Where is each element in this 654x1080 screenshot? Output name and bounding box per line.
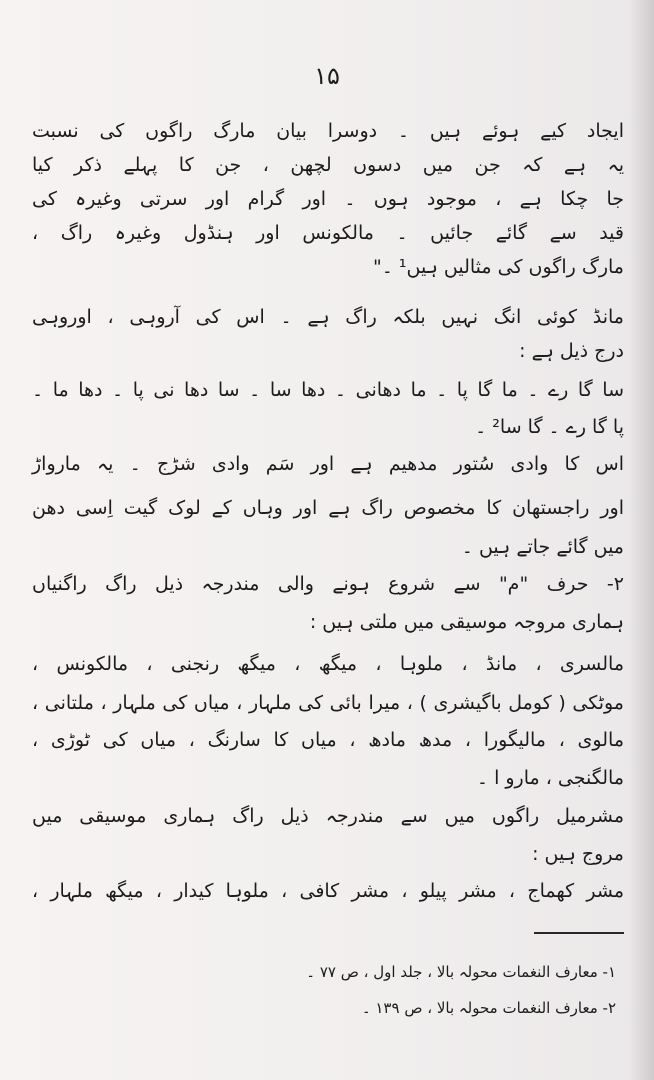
text-line: مشرمیل راگوں میں سے مندرجہ ذیل راگ ہماری موسیقی میں xyxy=(32,805,624,827)
text-line: درج ذیل ہے : xyxy=(519,340,624,362)
text-line: اور راجستھان کا مخصوص راگ ہے اور وہاں کے لوک گیت اِسی دھن xyxy=(32,497,624,519)
text-line: مالگنجی ، مارو ا ۔ xyxy=(476,767,624,789)
text-line: سا گا رے ۔ ما گا پا ۔ ما دھانی ۔ دھا سا ۔ سا دھا نی پا ۔ دھا ما ۔ xyxy=(32,379,624,401)
text-line: مانڈ کوئی انگ نہیں بلکہ راگ ہے ۔ اس کی آروہی ، اوروہی xyxy=(32,306,624,328)
text-line: میں گائے جاتے ہیں ۔ xyxy=(461,536,624,558)
text-line: ہماری مروجہ موسیقی میں ملتی ہیں : xyxy=(309,611,624,633)
text-line: یہ ہے کہ جن میں دسوں لچھن ، جن کا پہلے ذکر کیا xyxy=(32,154,624,176)
text-line: ۲- حرف "م" سے شروع ہونے والی مندرجہ ذیل راگ راگنیاں xyxy=(32,573,624,595)
text-line: مارگ راگوں کی مثالیں ہیں¹ ۔" xyxy=(372,256,624,278)
footnote: ۱- معارف النغمات محولہ بالا ، جلد اول ، ص ۷۷ ۔ xyxy=(306,963,616,981)
text-line: پا گا رے ۔ گا سا² ۔ xyxy=(475,416,624,438)
text-line: مالوی ، مالیگورا ، مدھ مادھ ، میاں کا سارنگ ، میاں کی ٹوڑی ، xyxy=(32,729,624,751)
text-line: ایجاد کیے ہوئے ہیں ۔ دوسرا بیان مارگ راگوں کی نسبت xyxy=(32,120,624,142)
text-line: مالسری ، مانڈ ، ملوہا ، میگھ ، میگھ رنجنی ، مالکونس ، xyxy=(32,653,624,675)
footnote-divider xyxy=(534,932,624,934)
text-line: جا چکا ہے ، موجود ہوں ۔ اور گرام اور سرتی وغیرہ کی xyxy=(32,188,624,210)
text-line: قید سے گائے جائیں ۔ مالکونس اور ہنڈول وغیرہ راگ ، xyxy=(32,222,624,244)
page-number: ۱۵ xyxy=(314,62,340,90)
page-edge-shadow xyxy=(628,0,654,1080)
footnote: ۲- معارف النغمات محولہ بالا ، ص ۱۳۹ ۔ xyxy=(361,999,616,1017)
text-line: اس کا وادی سُتور مدھیم ہے اور سَم وادی شڑج ۔ یہ مارواڑ xyxy=(32,453,624,475)
text-line: موٹکی ( کومل باگیشری ) ، میرا بائی کی ملہار ، میاں کی ملہار ، ملتانی ، xyxy=(32,692,624,714)
text-line: مشر کھماج ، مشر پیلو ، مشر کافی ، ملوہا کیدار ، میگھ ملہار ، xyxy=(32,880,624,902)
text-line: مروج ہیں : xyxy=(532,843,624,865)
